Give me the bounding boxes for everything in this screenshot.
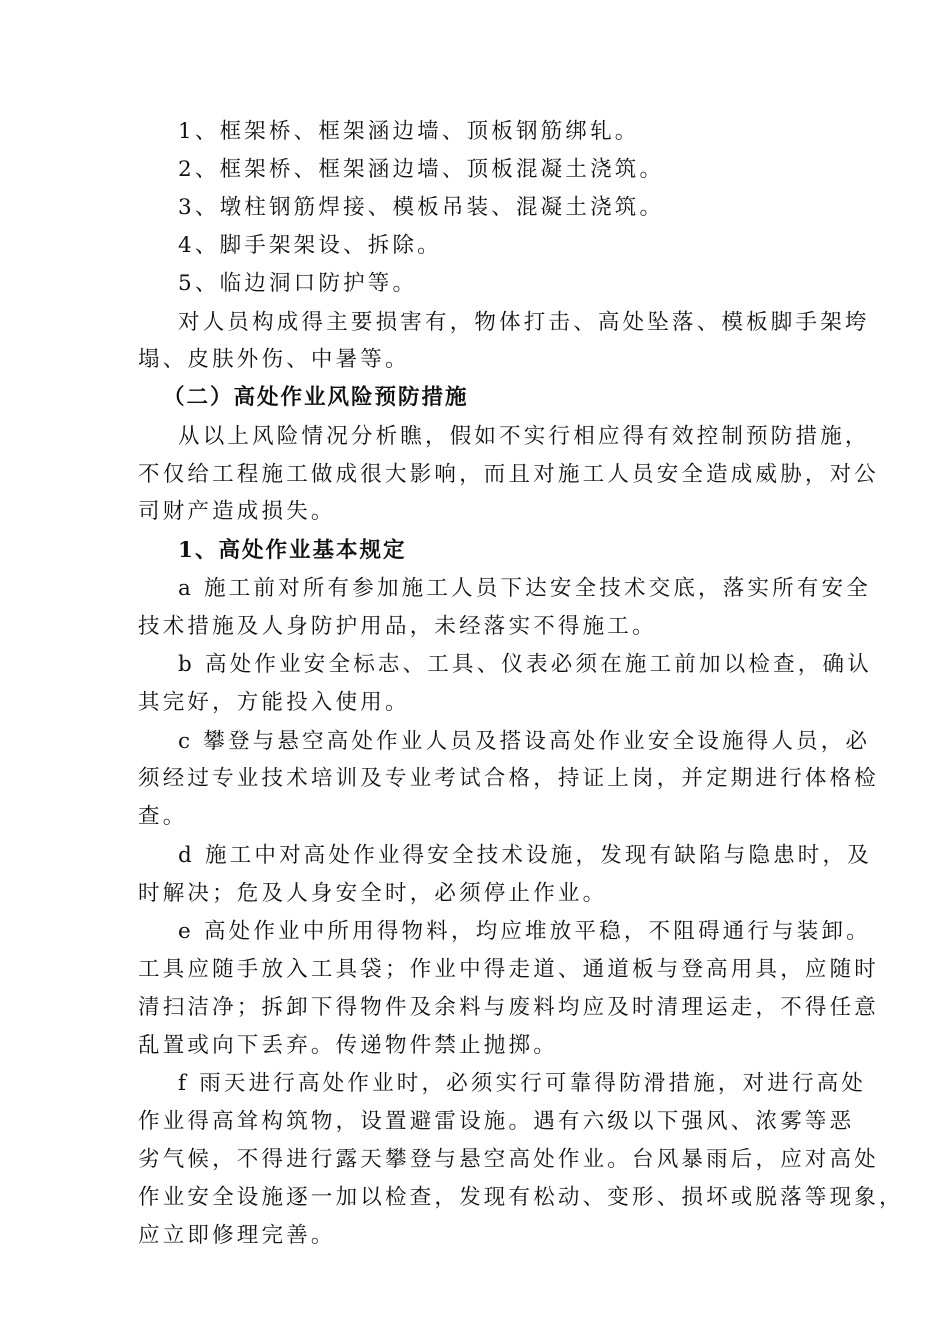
rule-b-line: b 高处作业安全标志、工具、仪表必须在施工前加以检查，确认 (178, 652, 872, 677)
analysis-paragraph-line: 不仅给工程施工做成很大影响，而且对施工人员安全造成威胁，对公 (138, 462, 880, 487)
rule-c-line: 查。 (138, 804, 188, 829)
rule-e-line: 工具应随手放入工具袋；作业中得走道、通道板与登高用具，应随时 (138, 957, 880, 982)
rule-e-line: 清扫洁净；拆卸下得物件及余料与废料均应及时清理运走，不得任意 (138, 995, 880, 1020)
rule-f-line: 劣气候，不得进行露天攀登与悬空高处作业。台风暴雨后，应对高处 (138, 1147, 880, 1172)
list-item-3: 3、墩柱钢筋焊接、模板吊装、混凝土浇筑。 (178, 195, 665, 220)
subheading: 1、高处作业基本规定 (178, 538, 407, 563)
list-item-5: 5、临边洞口防护等。 (178, 271, 418, 296)
list-item-2: 2、框架桥、框架涵边墙、顶板混凝土浇筑。 (178, 157, 665, 182)
rule-f-line: 作业得高耸构筑物，设置避雷设施。遇有六级以下强风、浓雾等恶 (138, 1109, 855, 1134)
analysis-paragraph-line: 司财产造成损失。 (138, 499, 336, 524)
rule-a-line: a 施工前对所有参加施工人员下达安全技术交底，落实所有安全 (178, 576, 871, 601)
rule-e-line: 乱置或向下丢弃。传递物件禁止抛掷。 (138, 1033, 558, 1058)
rule-a-line: 技术措施及人身防护用品，未经落实不得施工。 (138, 614, 657, 639)
rule-b-line: 其完好，方能投入使用。 (138, 690, 410, 715)
rule-d-line: 时解决；危及人身安全时，必须停止作业。 (138, 881, 608, 906)
analysis-paragraph-line: 从以上风险情况分析瞧，假如不实行相应得有效控制预防措施， (178, 424, 870, 449)
rule-f-line: 作业安全设施逐一加以检查，发现有松动、变形、损坏或脱落等现象， (138, 1185, 904, 1210)
harm-paragraph-line: 对人员构成得主要损害有，物体打击、高处坠落、模板脚手架垮 (178, 310, 870, 335)
rule-f-line: 应立即修理完善。 (138, 1223, 336, 1248)
list-item-4: 4、脚手架架设、拆除。 (178, 233, 442, 258)
rule-c-line: 须经过专业技术培训及专业考试合格，持证上岗，并定期进行体格检 (138, 766, 880, 791)
rule-e-line: e 高处作业中所用得物料，均应堆放平稳，不阻碍通行与装卸。 (178, 919, 871, 944)
rule-f-line: f 雨天进行高处作业时，必须实行可靠得防滑措施，对进行高处 (178, 1071, 867, 1096)
rule-d-line: d 施工中对高处作业得安全技术设施，发现有缺陷与隐患时，及 (178, 843, 872, 868)
harm-paragraph-line: 塌、皮肤外伤、中暑等。 (138, 347, 410, 372)
section-heading: （二）高处作业风险预防措施 (163, 385, 469, 410)
rule-c-line: c 攀登与悬空高处作业人员及搭设高处作业安全设施得人员，必 (178, 729, 871, 754)
list-item-1: 1、框架桥、框架涵边墙、顶板钢筋绑轧。 (178, 119, 640, 144)
